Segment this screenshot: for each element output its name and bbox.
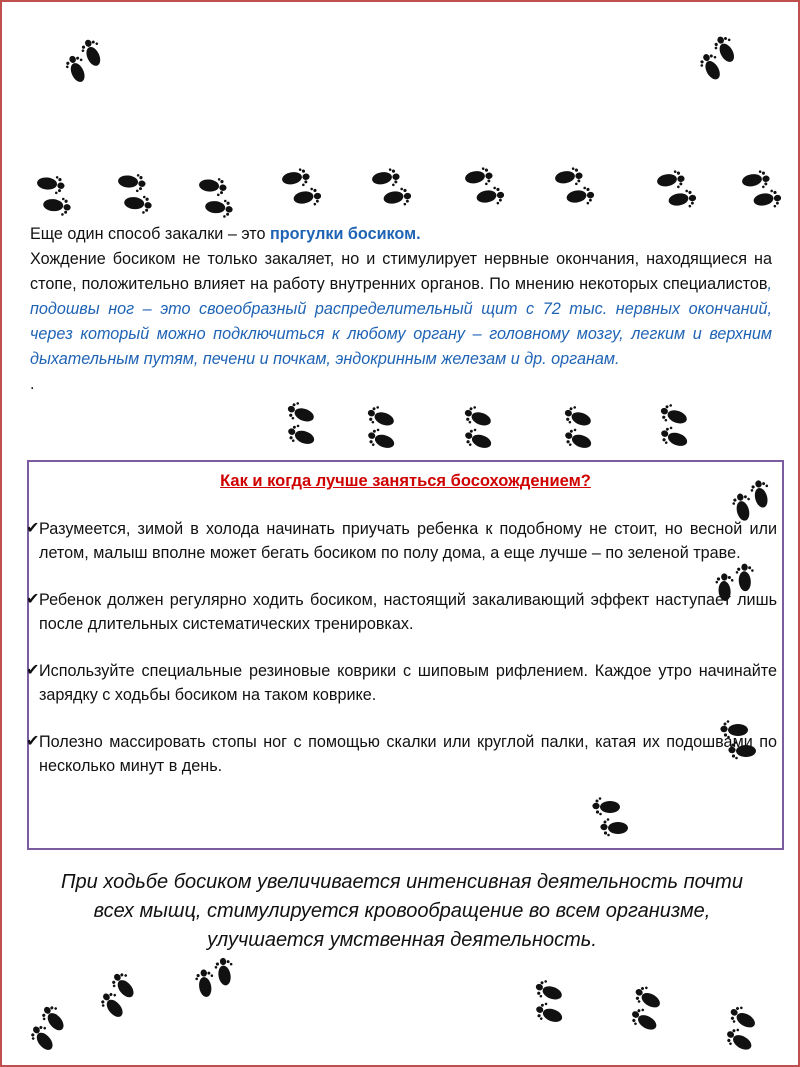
tip-text: Разумеется, зимой в холода начинать приучать ребенка к подобному не стоит, но весной или летом, малыш вполне может бегать босиком по полу дома, а еще лучше – по зеленой траве. [39, 520, 777, 562]
footprints-icon [714, 717, 766, 761]
footprints-icon [727, 480, 779, 524]
footprints-icon [734, 169, 786, 213]
footprints-icon [525, 980, 577, 1024]
tips-title: Как и когда лучше заняться босохождением? [220, 472, 591, 490]
check-icon: ✔ [26, 662, 40, 679]
footprints-icon [274, 167, 326, 211]
footprints-icon [710, 562, 762, 606]
intro-paragraph [30, 222, 772, 397]
footprints-icon [107, 172, 159, 216]
check-icon: ✔ [26, 520, 40, 537]
intro-body: Хождение босиком не только закаляет, но и стимулирует нервные окончания, находящиеся на стопе, положительно влияет на работу внутренних органов. По мнению некоторых специалистов [30, 250, 772, 293]
tip-text: Используйте специальные резиновые коврики с шиповым рифлением. Каждое утро начинайте зарядку с ходьбы босиком на таком коврике. [39, 662, 777, 704]
footprints-icon [277, 402, 329, 446]
tips-list [26, 517, 777, 801]
footprints-icon [188, 176, 240, 220]
footprints-icon [26, 174, 78, 218]
footprints-icon [694, 37, 746, 81]
intro-highlight: прогулки босиком. [269, 225, 421, 243]
list-item [26, 730, 777, 778]
intro-trailing-dot: . [30, 375, 35, 393]
footprints-icon [454, 406, 506, 450]
list-item [26, 588, 777, 636]
footprints-icon [94, 974, 146, 1018]
footprints-icon [554, 406, 606, 450]
check-icon: ✔ [26, 591, 40, 608]
footprints-icon [586, 794, 638, 838]
footprints-icon [622, 987, 674, 1031]
list-item [26, 517, 777, 565]
check-icon: ✔ [26, 733, 40, 750]
footprints-icon [649, 169, 701, 213]
footprints-icon [190, 957, 242, 1001]
intro-lead: Еще один способ закалки – это [30, 225, 270, 243]
tips-box [27, 460, 784, 850]
footprints-icon [364, 167, 416, 211]
footprints-icon [717, 1007, 769, 1051]
closing-text: При ходьбе босиком увеличивается интенсивная деятельность почти всех мышц, стимулируется кровообращение во всем организме, улучшается умственная деятельность. [61, 871, 743, 951]
footprints-icon [547, 166, 599, 210]
intro-italic: , подошвы ног – это своеобразный распределительный щит с 72 тыс. нервных окончаний, через который можно подключиться к любому органу – головному мозгу, легким и верхним дыхательным путям, печени и почкам, эндокринным железам и др. органам. [30, 275, 772, 368]
tip-text: Ребенок должен регулярно ходить босиком, настоящий закаливающий эффект наступает лишь после длительных систематических тренировках. [39, 591, 777, 633]
footprints-icon [357, 406, 409, 450]
tip-text: Полезно массировать стопы ног с помощью скалки или круглой палки, катая их подошвами по несколько минут в день. [39, 733, 777, 775]
footprints-icon [60, 40, 112, 84]
list-item [26, 659, 777, 707]
footprints-icon [650, 404, 702, 448]
footprints-icon [24, 1007, 76, 1051]
footprints-icon [457, 166, 509, 210]
